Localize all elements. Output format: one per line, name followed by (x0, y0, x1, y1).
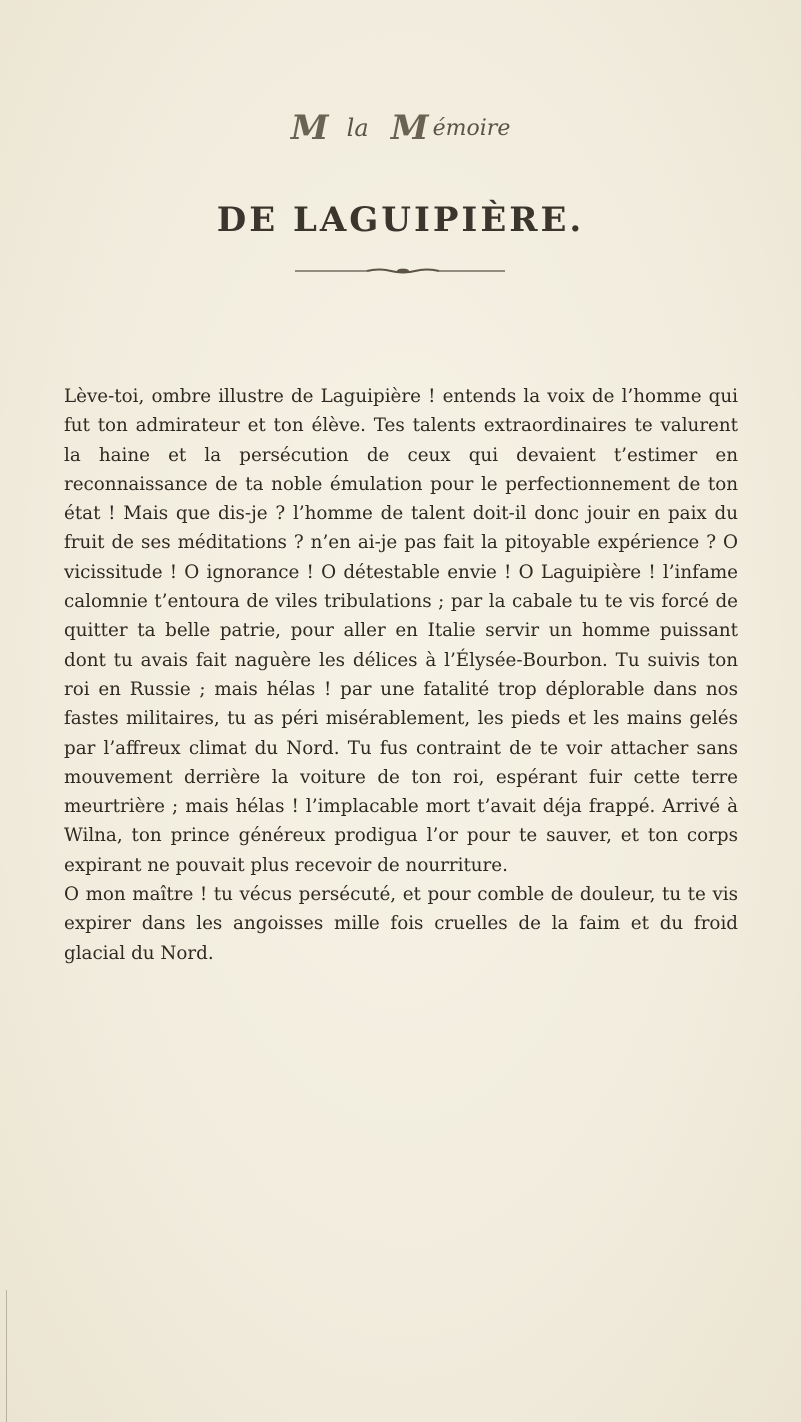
header-small-word: la (346, 114, 369, 142)
handwritten-header (0, 108, 801, 168)
ornate-initial-two: M (390, 108, 429, 148)
paragraph-2: O mon maître ! tu vécus persécuté, et pour comble de douleur, tu te vis expirer dans les angoisses mille fois cruelles de la faim et du froid glacial du Nord. (64, 884, 738, 964)
header-inscription (291, 108, 511, 148)
ornate-initial-one: M (290, 108, 329, 148)
page-edge-line (6, 1290, 7, 1422)
page-title: DE LAGUIPIÈRE. (216, 200, 585, 240)
body-text (64, 382, 738, 968)
ornamental-rule (295, 268, 505, 274)
ornamental-rule-icon (295, 268, 505, 274)
paragraph-1: Lève-toi, ombre illustre de Laguipière ! entends la voix de l’homme qui fut ton admirateur et ton élève. Tes talents extraordinaires te valurent la haine et la persécution de ceux qui devaient t’estimer en reconnaissance de ta noble émulation pour le perfectionnement de ton état ! Mais que dis-je ? l’homme de talent doit-il donc jouir en paix du fruit de ses méditations ? n’en ai-je pas fait la pitoyable expérience ? O vicissitude ! O ignorance ! O détestable envie ! O Laguipière ! l’infame calomnie t’entoura de viles tribulations ; par la cabale tu te vis forcé de quitter ta belle patrie, pour aller en Italie servir un homme puissant dont tu avais fait naguère les délices à l’Élysée-Bourbon. Tu suivis ton roi en Russie ; mais hélas ! par une fatalité trop déplorable dans nos fastes militaires, tu as péri misérablement, les pieds et les mains gelés par l’affreux climat du Nord. Tu fus contraint de te voir attacher sans mouvement derrière la voiture de ton roi, espérant fuir cette terre meurtrière ; mais hélas ! l’implacable mort t’avait déja frappé. Arrivé à Wilna, ton prince généreux prodigua l’or pour te sauver, et ton corps expirant ne pouvait plus recevoir de nourriture. (64, 386, 738, 876)
header-word: émoire (432, 115, 511, 141)
